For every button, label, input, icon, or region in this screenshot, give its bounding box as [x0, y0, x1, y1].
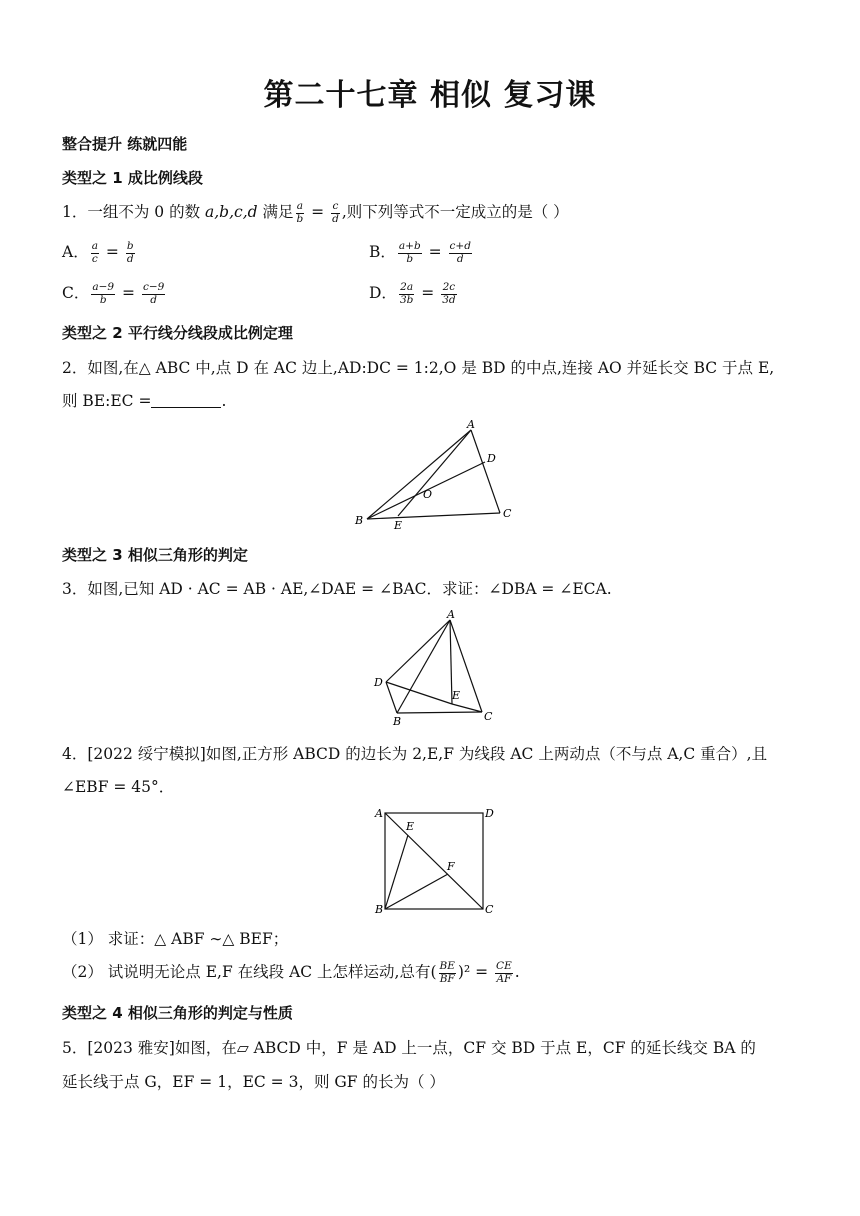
fraction: $\frac{c}{d}$	[332, 200, 339, 225]
segment-ae	[398, 430, 471, 516]
segment-db	[386, 682, 397, 713]
label-d: D	[487, 452, 496, 465]
label-b: B	[393, 715, 402, 728]
page-title: 第二十七章 相似 复习课	[263, 78, 597, 113]
type4-heading: 类型之 4 相似三角形的判定与性质	[62, 1004, 293, 1022]
answer-blank[interactable]	[151, 393, 221, 408]
figure-q3	[368, 606, 498, 728]
option-a[interactable]: A． $\frac{a}{c}$ = $\frac{b}{d}$	[62, 240, 134, 265]
q1-text-c: ,则下列等式不一定成立的是（ ）	[341, 203, 569, 221]
fraction: $\frac{a}{b}$	[296, 200, 304, 225]
label-a: A	[375, 807, 383, 820]
segment-de	[386, 682, 452, 704]
label-e: E	[406, 820, 415, 833]
question-4-line1: 4．[2022 绥宁模拟]如图,正方形 ABCD 的边长为 2,E,F 为线段 AC 上两动点（不与点 A,C 重合）,且	[62, 745, 768, 763]
segment-ab	[367, 430, 471, 519]
label-f: F	[447, 860, 455, 873]
segment-bc	[367, 513, 500, 519]
segment-ec	[452, 704, 482, 712]
segment-ad	[386, 620, 450, 682]
q1-text-b: 满足	[257, 203, 294, 221]
question-5-line2: 延长线于点 G，EF = 1，EC = 3，则 GF 的长为（ ）	[62, 1073, 445, 1091]
option-c[interactable]: C． $\frac{a-9}{b}$ = $\frac{c-9}{d}$	[62, 281, 165, 306]
label-d: D	[374, 676, 383, 689]
label-c: C	[503, 507, 512, 520]
question-4-sub1: （1） 求证：△ ABF ∼△ BEF；	[62, 930, 289, 948]
q1-vars: a,b,c,d	[205, 203, 258, 221]
segment-bc	[397, 712, 482, 713]
question-3: 3．如图,已知 AD · AC = AB · AE,∠DAE = ∠BAC．求证：∠DBA = ∠ECA.	[62, 580, 612, 598]
option-d[interactable]: D． $\frac{2a}{3b}$ = $\frac{2c}{3d}$	[369, 281, 456, 306]
label-a: A	[447, 608, 455, 621]
question-5-line1: 5．[2023 雅安]如图，在▱ ABCD 中，F 是 AD 上一点，CF 交 BD 于点 E，CF 的延长线交 BA 的	[62, 1039, 756, 1057]
label-c: C	[485, 903, 494, 916]
option-b[interactable]: B． $\frac{a+b}{b}$ = $\frac{c+d}{d}$	[369, 240, 471, 265]
question-2-line1: 2．如图,在△ ABC 中,点 D 在 AC 边上,AD:DC = 1:2,O 是 BD 的中点,连接 AO 并延长交 BC 于点 E,	[62, 359, 775, 377]
label-o: O	[423, 488, 433, 501]
figure-q2	[350, 418, 520, 536]
label-c: C	[484, 710, 493, 723]
q1-text-a: 1．一组不为 0 的数	[62, 203, 206, 221]
label-b: B	[375, 903, 384, 916]
segment-ab	[397, 620, 450, 713]
label-e: E	[394, 519, 403, 532]
segment-ac	[471, 430, 500, 513]
figure-q4	[368, 800, 498, 920]
label-d: D	[485, 807, 494, 820]
section-heading-main: 整合提升 练就四能	[62, 135, 188, 153]
question-4-sub2: （2） 试说明无论点 E,F 在线段 AC 上怎样运动,总有( $\frac{BE}{BF}$ )² = $\frac{CE}{AF}$ .	[62, 960, 520, 985]
label-a: A	[467, 418, 475, 431]
type3-heading: 类型之 3 相似三角形的判定	[62, 546, 248, 564]
question-2-line2: 则 BE:EC = .	[62, 392, 227, 410]
label-b: B	[355, 514, 364, 527]
question-4-line2: ∠EBF = 45°．	[62, 778, 175, 796]
type1-heading: 类型之 1 成比例线段	[62, 169, 203, 187]
type2-heading: 类型之 2 平行线分线段成比例定理	[62, 324, 293, 342]
label-e: E	[452, 689, 461, 702]
question-1: 1．一组不为 0 的数 a,b,c,d 满足 $\frac{a}{b}$ = $\frac{c}{d}$ ,则下列等式不一定成立的是（ ）	[62, 200, 569, 225]
